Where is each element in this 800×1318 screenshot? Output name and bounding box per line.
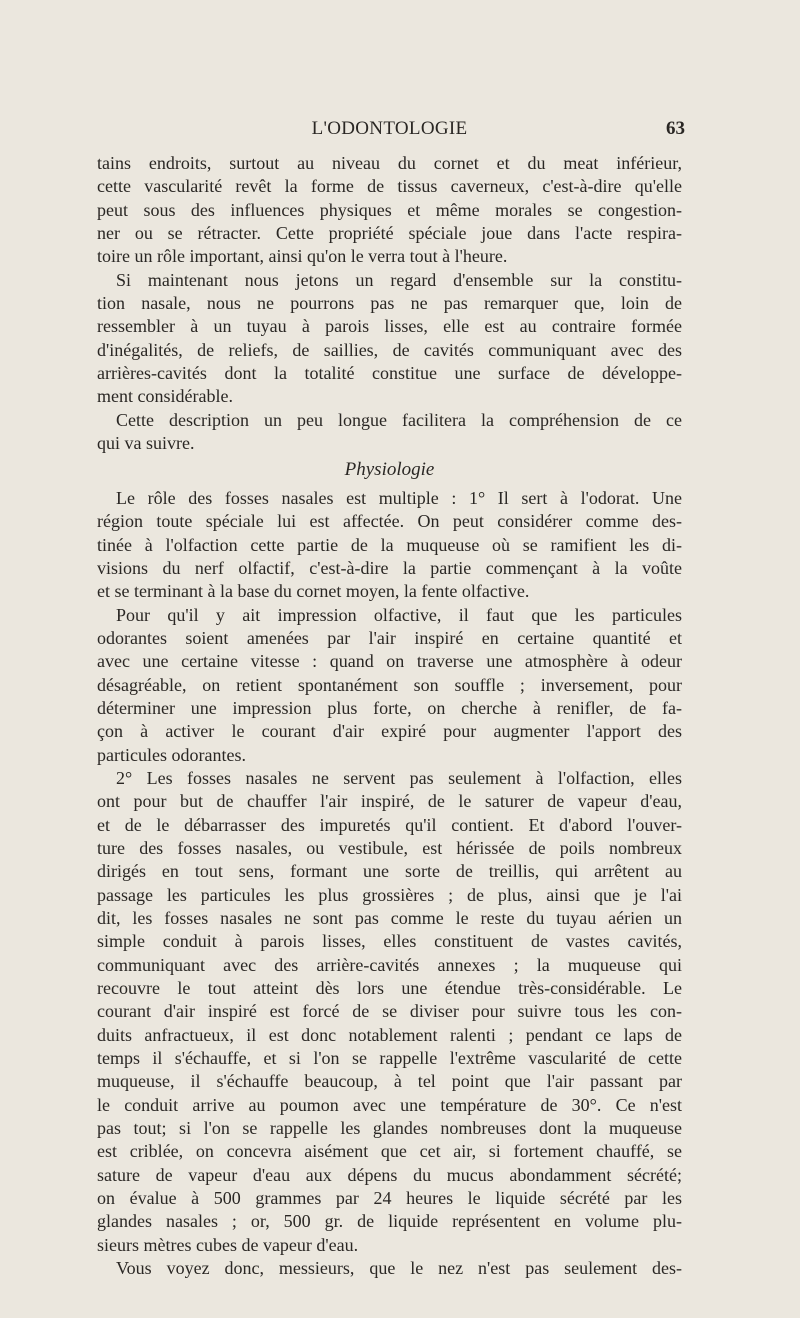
text-line: 2° Les fosses nasales ne servent pas seulement à l'olfaction, elles — [116, 767, 682, 788]
page-number: 63 — [666, 118, 685, 139]
text-line: çon à activer le courant d'air expiré pour augmenter l'apport des — [97, 721, 682, 742]
text-line: Le rôle des fosses nasales est multiple : 1° Il sert à l'odorat. Une — [116, 487, 682, 508]
text-line: est criblée, on concevra aisément que cet air, si fortement chauffé, se — [97, 1141, 682, 1162]
text-line: arrières-cavités dont la totalité constitue une surface de développe- — [97, 363, 682, 384]
text-line: déterminer une impression plus forte, on cherche à renifler, de fa- — [97, 697, 682, 718]
text-line: ment considérable. — [97, 386, 233, 407]
text-line: particules odorantes. — [97, 744, 246, 765]
text-line: qui va suivre. — [97, 433, 195, 454]
text-line: avec une certaine vitesse : quand on traverse une atmosphère à odeur — [97, 651, 682, 672]
text-line: communiquant avec des arrière-cavités annexes ; la muqueuse qui — [97, 954, 682, 975]
text-line: simple conduit à parois lisses, elles constituent de vastes cavités, — [97, 931, 682, 952]
text-line: courant d'air inspiré est forcé de se diviser pour suivre tous les con- — [97, 1001, 682, 1022]
text-line: et se terminant à la base du cornet moyen, la fente olfactive. — [97, 581, 530, 602]
body-text — [97, 152, 682, 1281]
text-line: Pour qu'il y ait impression olfactive, il faut que les particules — [116, 604, 682, 625]
text-line: ner ou se rétracter. Cette propriété spéciale joue dans l'acte respira- — [97, 223, 682, 244]
text-line: peut sous des influences physiques et même morales se congestion- — [97, 199, 682, 220]
text-line: visions du nerf olfactif, c'est-à-dire la partie commençant à la voûte — [97, 557, 682, 578]
text-line: région toute spéciale lui est affectée. On peut considérer comme des- — [97, 511, 682, 532]
text-line: le conduit arrive au poumon avec une température de 30°. Ce n'est — [97, 1094, 682, 1115]
text-line: tinée à l'olfaction cette partie de la muqueuse où se ramifient les di- — [97, 534, 682, 555]
text-line: désagréable, on retient spontanément son souffle ; inversement, pour — [97, 674, 682, 695]
text-line: glandes nasales ; or, 500 gr. de liquide représentent en volume plu- — [97, 1211, 682, 1232]
text-line: tion nasale, nous ne pourrons pas ne pas remarquer que, loin de — [97, 293, 682, 314]
text-line: ont pour but de chauffer l'air inspiré, de le saturer de vapeur d'eau, — [97, 791, 682, 812]
text-line: passage les particules les plus grossières ; de plus, ainsi que je l'ai — [97, 884, 682, 905]
text-line: muqueuse, il s'échauffe beaucoup, à tel point que l'air passant par — [97, 1071, 682, 1092]
text-line: cette vascularité revêt la forme de tissus caverneux, c'est-à-dire qu'elle — [97, 176, 682, 197]
text-line: on évalue à 500 grammes par 24 heures le liquide sécrété par les — [97, 1188, 682, 1209]
page-header — [97, 116, 685, 144]
text-line: tains endroits, surtout au niveau du cornet et du meat inférieur, — [97, 153, 682, 173]
section-heading: Physiologie — [344, 459, 435, 481]
text-line: duits anfractueux, il est donc notablement ralenti ; pendant ce laps de — [97, 1024, 682, 1045]
text-line: Vous voyez donc, messieurs, que le nez n'est pas seulement des- — [116, 1258, 682, 1279]
text-line: toire un rôle important, ainsi qu'on le verra tout à l'heure. — [97, 246, 508, 267]
text-line: odorantes soient amenées par l'air inspiré en certaine quantité et — [97, 627, 682, 648]
text-line: sature de vapeur d'eau aux dépens du mucus abondamment sécrété; — [97, 1164, 682, 1185]
text-line: d'inégalités, de reliefs, de saillies, de cavités communiquant avec des — [97, 339, 682, 360]
text-line: recouvre le tout atteint dès lors une étendue très-considérable. Le — [97, 978, 682, 999]
text-line: et de le débarrasser des impuretés qu'il contient. Et d'abord l'ouver- — [97, 814, 682, 835]
text-line: pas tout; si l'on se rappelle les glandes nombreuses dont la muqueuse — [97, 1118, 682, 1139]
text-line: Cette description un peu longue facilitera la compréhension de ce — [116, 409, 682, 430]
text-line: sieurs mètres cubes de vapeur d'eau. — [97, 1234, 359, 1255]
text-line: ressembler à un tuyau à parois lisses, elle est au contraire formée — [97, 316, 682, 337]
text-line: Si maintenant nous jetons un regard d'ensemble sur la constitu- — [116, 269, 682, 290]
text-line: temps il s'échauffe, et si l'on se rappelle l'extrême vascularité de cette — [97, 1048, 682, 1069]
text-line: ture des fosses nasales, ou vestibule, est hérissée de poils nombreux — [97, 837, 682, 858]
running-title: L'ODONTOLOGIE — [311, 118, 468, 139]
text-line: dirigés en tout sens, formant une sorte de treillis, qui arrêtent au — [97, 861, 682, 882]
text-line: dit, les fosses nasales ne sont pas comme le reste du tuyau aérien un — [97, 908, 682, 928]
